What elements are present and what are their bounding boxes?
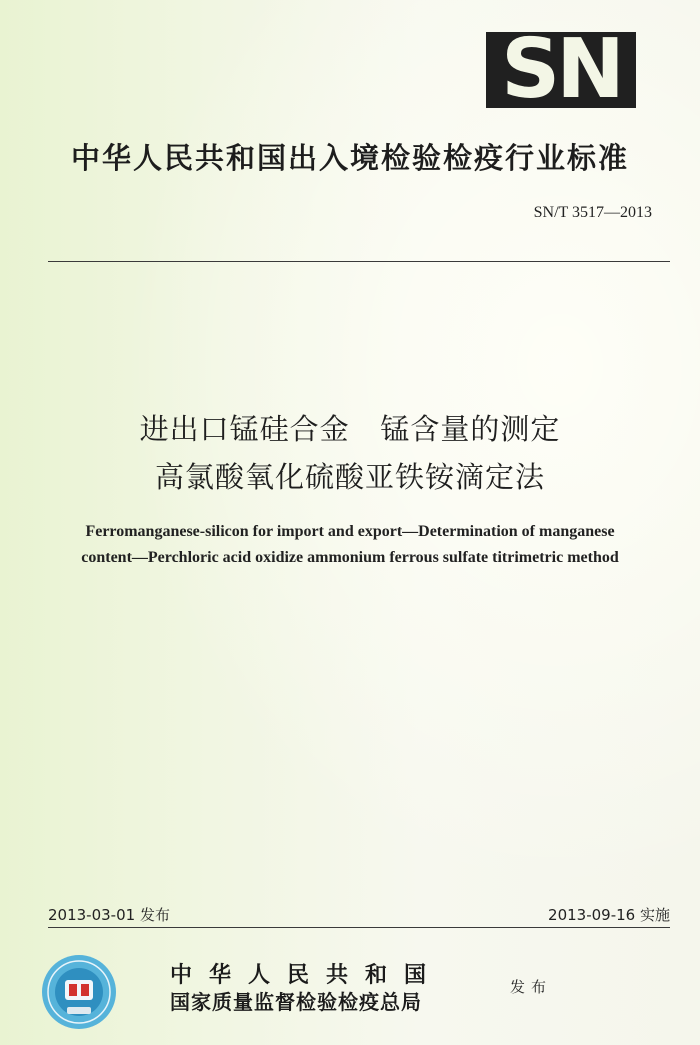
chinese-title-line-2: 高氯酸氧化硫酸亚铁铵滴定法: [154, 460, 545, 494]
standard-category: 中华人民共和国出入境检验检疫行业标准: [70, 141, 629, 175]
publisher-line-1: 中华人民共和国: [170, 962, 444, 988]
certification-seal-icon: [40, 953, 118, 1031]
issue-label: 发布: [510, 978, 553, 996]
english-title-line-2: content—Perchloric acid oxidize ammonium ferrous sulfate titrimetric method: [81, 549, 619, 566]
standard-code: SN/T 3517—2013: [533, 204, 652, 221]
publisher-line-2: 国家质量监督检验检疫总局: [170, 990, 422, 1014]
implementation-date: 2013-09-16 实施: [548, 906, 670, 924]
issue-date: 2013-03-01 发布: [48, 906, 170, 924]
top-divider: [48, 261, 670, 262]
bottom-divider: [48, 927, 670, 928]
publisher: [170, 962, 443, 1016]
sn-logo: SN: [486, 32, 636, 108]
chinese-title-line-1: 进出口锰硅合金 锰含量的测定: [139, 412, 561, 446]
english-title-line-1: Ferromanganese-silicon for import and export—Determination of manganese: [85, 523, 615, 540]
